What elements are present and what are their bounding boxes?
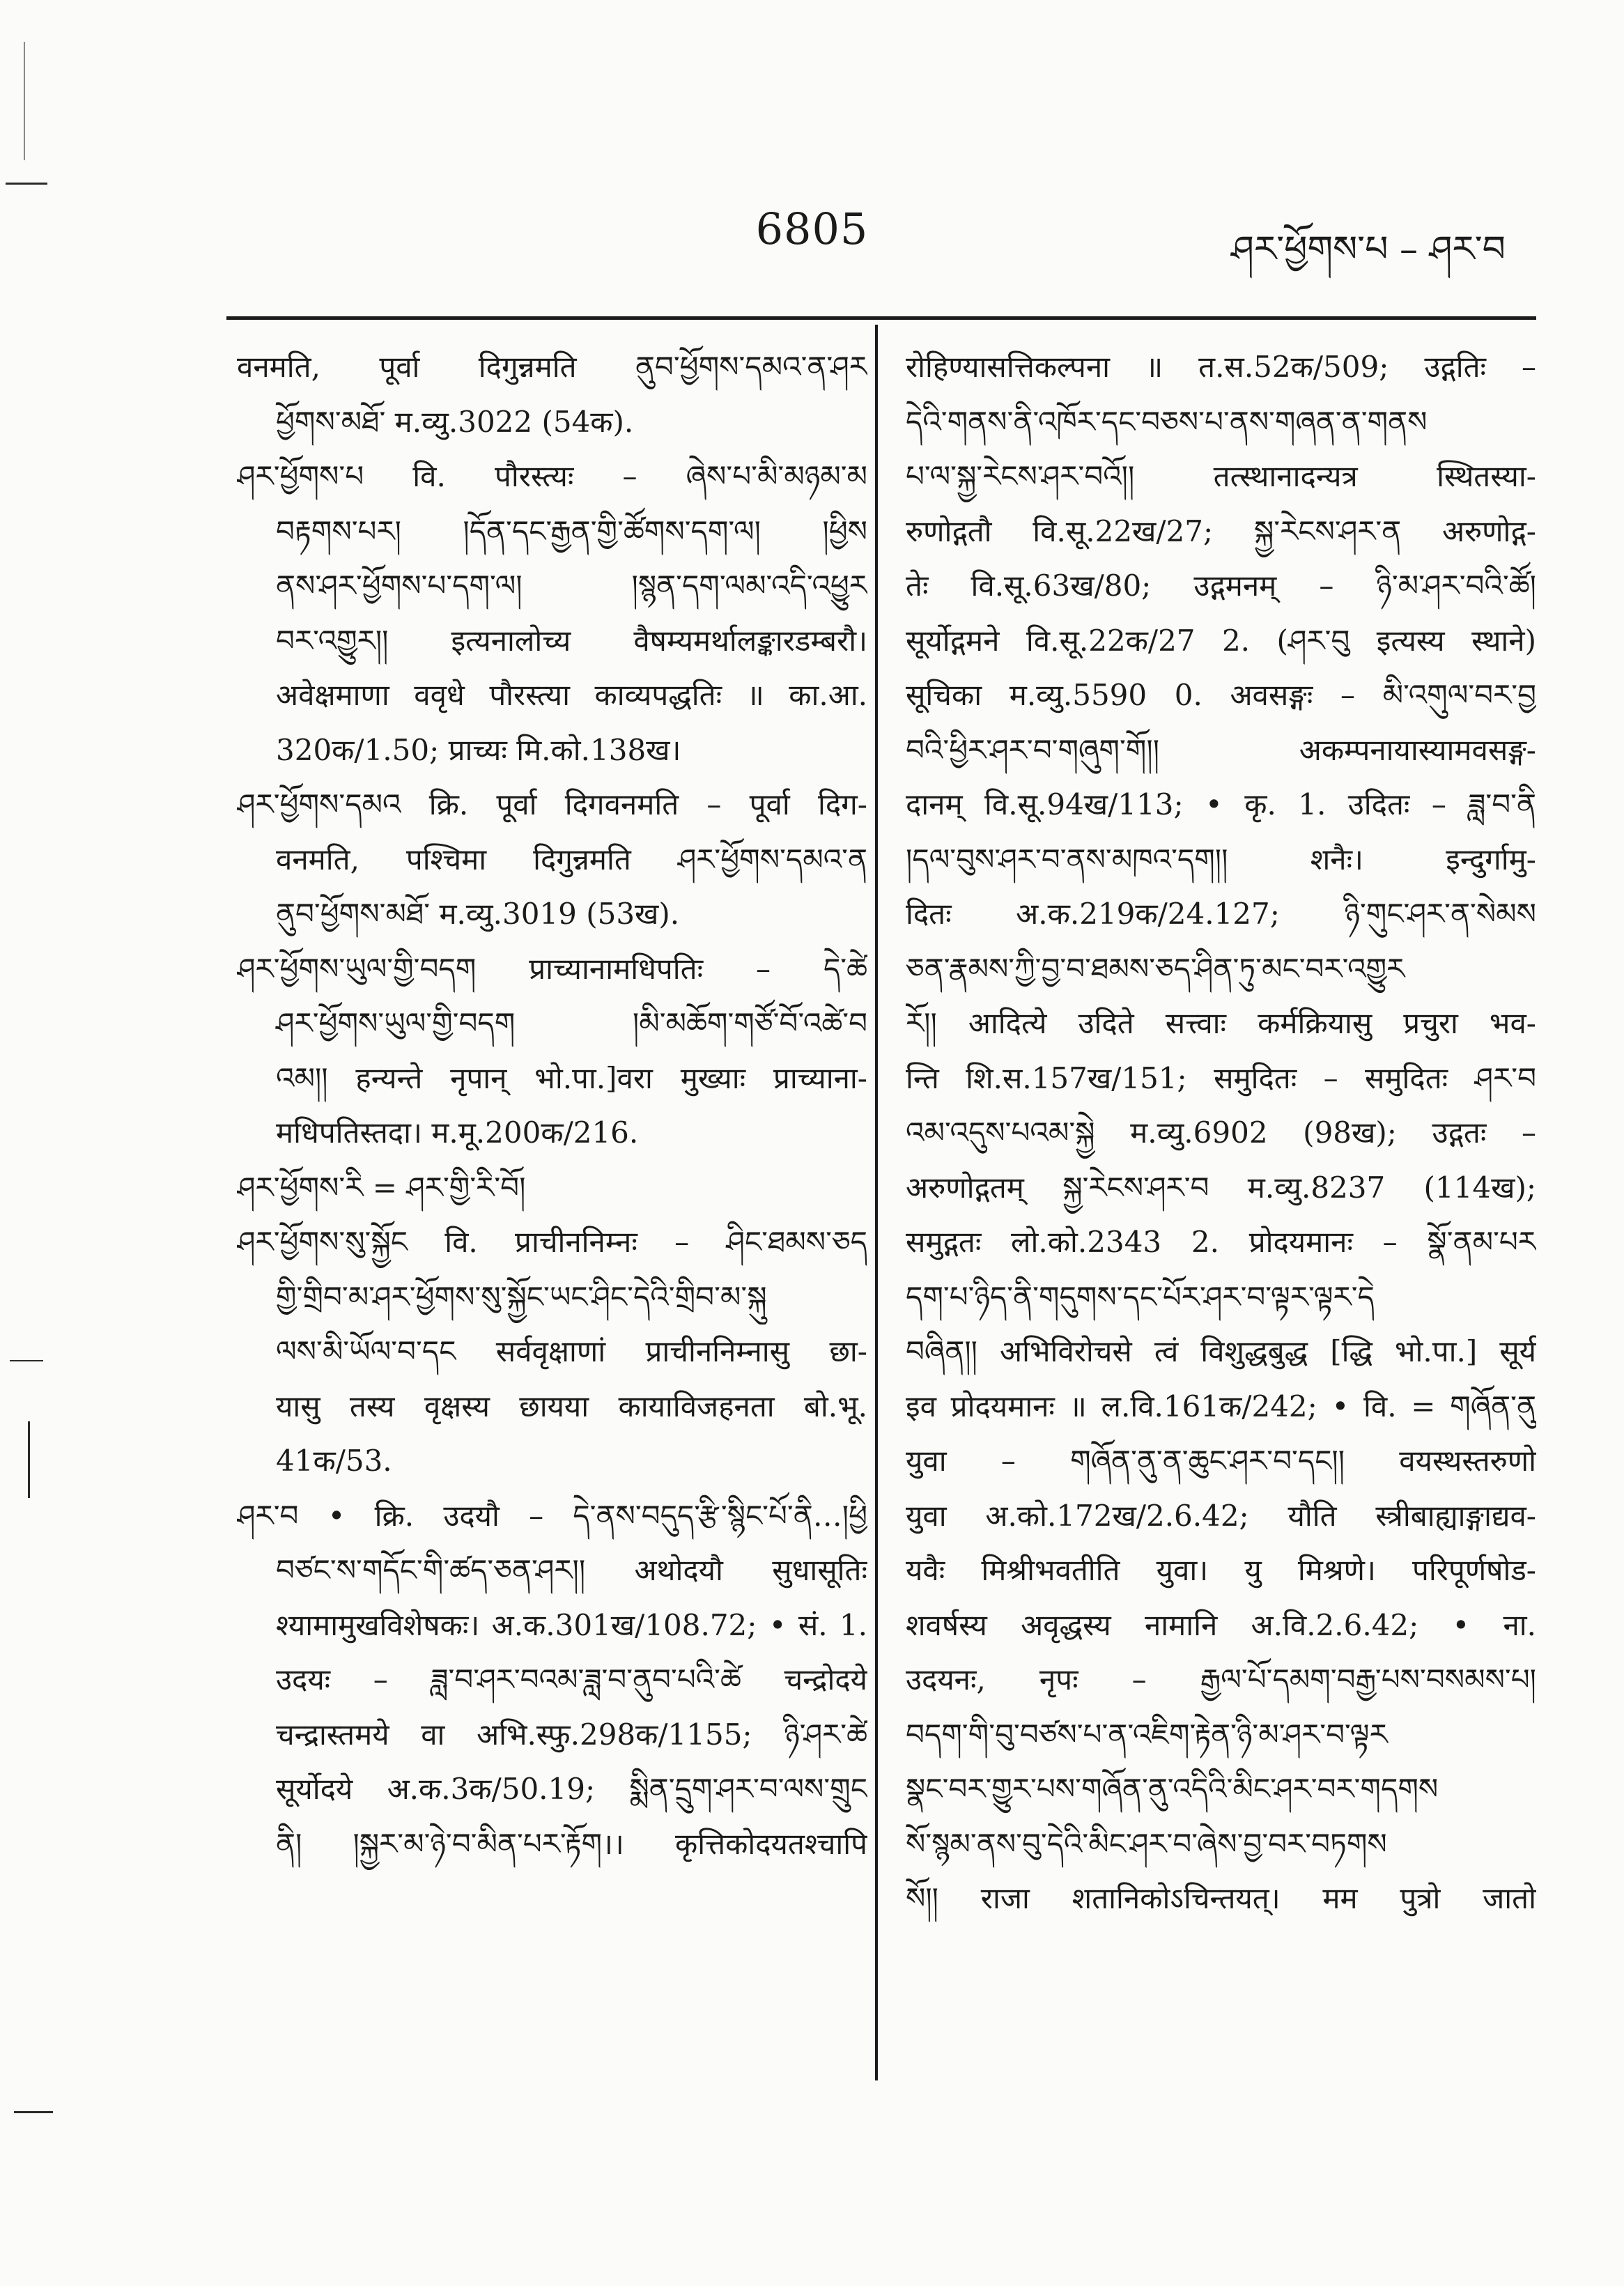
text-line: श्यामामुखविशेषकः। अ.क.301ख/108.72; • सं. 1. <box>276 1607 867 1642</box>
text-line: སོ་སྙམ་ནས་བུ་དེའི་མིང་ཤར་བ་ཞེས་བྱ་བར་བཏགས <box>906 1826 1387 1861</box>
text-line: वनमति, पूर्वा दिगुन्नमति ནུབ་ཕྱོགས་དམའ་ན་ཤར <box>237 350 867 384</box>
text-line: रुणोद्गतौ वि.सू.22ख/27; སྐྱ་རེངས་ཤར་ན अरुणोद्ग- <box>906 513 1536 548</box>
column-divider <box>875 325 878 2080</box>
right-column <box>906 340 1536 1926</box>
text-line: དག་པ་ཉིད་ནི་གདུགས་དང་པོར་ཤར་བ་ལྟར་ལྟར་དེ <box>906 1279 1375 1314</box>
text-line: युवा अ.को.172ख/2.6.42; यौति स्त्रीबाह्याङ्गाद्यव- <box>906 1498 1536 1533</box>
text-line: བཙང་ས་གདོང་གི་ཚད་ཅན་ཤར།། अथोदयौ सुधासूतिः <box>276 1553 867 1587</box>
text-line: दितः अ.क.219क/24.127; ཉི་གུང་ཤར་ན་སེམས <box>906 897 1536 931</box>
text-line: यवैः मिश्रीभवतीति युवा। यु मिश्रणे। परिपूर्णषोड- <box>906 1553 1536 1587</box>
binding-mark <box>28 1421 30 1498</box>
text-line: འམ་འདུས་པའམ་སྐྱེ म.व्यु.6902 (98ख); उद्गतः – <box>906 1115 1536 1150</box>
text-line: न्ति शि.स.157ख/151; समुदितः – समुदितः ཤར་བ <box>906 1060 1536 1095</box>
text-line: समुद्गतः लो.को.2343 2. प्रोदयमानः – སྣོ་ནམ་པར <box>906 1225 1536 1259</box>
text-line: मधिपतिस्तदा। म.मू.200क/216. <box>276 1115 639 1150</box>
text-line: सूर्योदये अ.क.3क/50.19; སྨིན་དྲུག་ཤར་བ་ལས་གྲུང <box>276 1772 867 1806</box>
text-line: दानम् वि.सू.94ख/113; • कृ. 1. उदितः – ཟླ་བ་ནི <box>906 787 1536 821</box>
text-line: चन्द्रास्तमये वा अभि.स्फु.298क/1155; ཉི་ཤར་ཚེ <box>276 1717 867 1752</box>
text-line: །དལ་བུས་ཤར་བ་ནས་མཁའ་དག།། शनैः। इन्दुर्गामु- <box>906 842 1536 876</box>
text-line: उदयनः, नृपः – རྒྱལ་པོ་དམག་བརྒྱ་པས་བསམས་པ། <box>906 1662 1536 1697</box>
binding-mark <box>14 2111 53 2113</box>
text-line: པ་ལ་སྐྱ་རེངས་ཤར་བའོ།། तत्स्थानादन्यत्र स्थितस्या- <box>906 459 1536 493</box>
text-line: अरुणोद्गतम् སྐྱ་རེངས་ཤར་བ म.व्यु.8237 (114ख); <box>906 1170 1536 1205</box>
text-line: ཅན་རྣམས་ཀྱི་བྱ་བ་ཐམས་ཅད་ཤིན་ཏུ་མང་བར་འགྱུར <box>906 951 1405 986</box>
text-line: रोहिण्यासत्तिकल्पना ॥ त.स.52क/509; उद्गतिः – <box>906 350 1536 384</box>
text-line: सूचिका म.व्यु.5590 0. अवसङ्गः – མི་འགུལ་བར་བྱ <box>906 678 1536 712</box>
text-line: ནུབ་ཕྱོགས་མཐོ་ म.व्यु.3019 (53ख). <box>276 897 680 931</box>
text-line: शवर्षस्य अवृद्धस्य नामानि अ.वि.2.6.42; • ना. <box>906 1607 1536 1642</box>
text-line: བར་འགྱུར།། इत्यनालोच्य वैषम्यमर्थालङ्कारडम्बरौ। <box>276 623 867 658</box>
text-line: ཤར་ཕྱོགས་པ वि. पौरस्त्यः – ཞེས་པ་མི་མཉམ་མ <box>237 459 867 493</box>
text-line: ནི། །སྐྱར་མ་ཉེ་བ་མིན་པར་རྟོག।। कृत्तिकोदयतश्चापि <box>276 1826 867 1861</box>
page-number: 6805 <box>755 203 869 254</box>
text-line: अवेक्षमाणा ववृधे पौरस्त्या काव्यपद्धतिः ॥ का.आ. <box>276 678 867 712</box>
text-line: इव प्रोदयमानः ॥ ल.वि.161क/242; • वि. = གཞོན་ནུ <box>906 1389 1536 1423</box>
text-line: བའི་ཕྱིར་ཤར་བ་གཞུག་གོ།། अकम्पनायास्यामवसङ्ग- <box>906 732 1536 767</box>
text-line: ཤར་ཕྱོགས་རི = ཤར་གྱི་རི་བོ། <box>237 1170 526 1205</box>
text-line: སྣང་བར་གྱུར་པས་གཞོན་ནུ་འདིའི་མིང་ཤར་བར་གདགས <box>906 1772 1439 1806</box>
text-line: སོ།། राजा शतानिकोऽचिन्तयत्। मम पुत्रो जातो <box>906 1881 1536 1915</box>
text-line: यासु तस्य वृक्षस्य छायया कायाविजहनता बो.भू. <box>276 1389 867 1423</box>
header-rule <box>226 316 1536 320</box>
text-line: ཤར་ཕྱོགས་ཡུལ་གྱི་བདག प्राच्यानामधिपतिः – དེ་ཚེ <box>237 951 867 986</box>
text-line: ཤར་ཕྱོགས་དམའ क्रि. पूर्वा दिगवनमति – पूर्वा दिग- <box>237 787 867 821</box>
text-line: वनमति, पश्चिमा दिगुन्नमति ཤར་ཕྱོགས་དམའ་ན <box>276 842 867 876</box>
running-head: ཤར་ཕྱོགས་པ – ཤར་བ <box>1230 229 1506 270</box>
text-line: ཤར་ཕྱོགས་སུ་སྐྱོང वि. प्राचीननिम्नः – ཤིང་ཐམས་ཅད <box>237 1225 867 1259</box>
text-line: उदयः – ཟླ་བ་ཤར་བའམ་ཟླ་བ་ནུབ་པའི་ཚེ चन्द्रोदये <box>276 1662 867 1697</box>
text-line: सूर्योद्गमने वि.सू.22क/27 2. (ཤར་བུ इत्यस्य स्थाने) <box>906 623 1536 658</box>
text-line: ལས་མི་ཡོལ་བ་དང सर्ववृक्षाणां प्राचीननिम्नासु छा- <box>276 1334 867 1368</box>
left-column <box>237 340 867 1871</box>
text-line: ཤར་བ • क्रि. उदयौ – དེ་ནས་བདུད་རྩི་སྙིང་པོ་ནི…།ཕྱི <box>237 1498 867 1533</box>
text-line: བརྟགས་པར། །དོན་དང་རྒྱན་གྱི་ཚོགས་དག་ལ། །ཕྱིས <box>276 513 867 548</box>
text-line: युवा – གཞོན་ནུ་ན་ཆུང་ཤར་བ་དང།། वयस्थस्तरुणो <box>906 1444 1536 1478</box>
text-line: 41क/53. <box>276 1444 392 1478</box>
binding-mark <box>6 183 47 185</box>
text-line: ནས་ཤར་ཕྱོགས་པ་དག་ལ། །སྙན་དག་ལམ་འདི་འཕྱུར <box>276 569 867 603</box>
binding-mark <box>24 42 25 160</box>
text-line: བཞིན།། अभिविरोचसे त्वं विशुद्धबुद्ध [द्धि भो.पा.] सूर्य <box>906 1334 1536 1368</box>
text-line: འམ།། हन्यन्ते नृपान् भो.पा.]वरा मुख्याः प्राच्याना- <box>276 1060 867 1095</box>
text-line: ཕྱོགས་མཐོ་ म.व्यु.3022 (54क). <box>276 404 634 439</box>
text-line: དེའི་གནས་ནི་འཁོར་དང་བཅས་པ་ནས་གཞན་ན་གནས <box>906 404 1428 439</box>
text-line: གྱི་གྲིབ་མ་ཤར་ཕྱོགས་སུ་སྐྱོང་ཡང་ཤིང་དེའི་གྲིབ་མ་སྐུ <box>276 1279 767 1314</box>
text-line: 320क/1.50; प्राच्यः मि.को.138ख। <box>276 732 681 767</box>
text-line: तेः वि.सू.63ख/80; उद्गमनम् – ཉི་མ་ཤར་བའི་ཚོ། <box>906 569 1536 603</box>
text-line: རོ།། आदित्ये उदिते सत्त्वाः कर्मक्रियासु प्रचुरा भव- <box>906 1006 1536 1040</box>
text-line: ཤར་ཕྱོགས་ཡུལ་གྱི་བདག །མི་མཆོག་གཙོ་བོ་འཚེ་བ <box>276 1006 867 1040</box>
text-line: བདག་གི་བུ་བཙས་པ་ན་འཇིག་རྟེན་ཉི་མ་ཤར་བ་ལྟར <box>906 1717 1388 1752</box>
binding-mark <box>10 1360 43 1361</box>
